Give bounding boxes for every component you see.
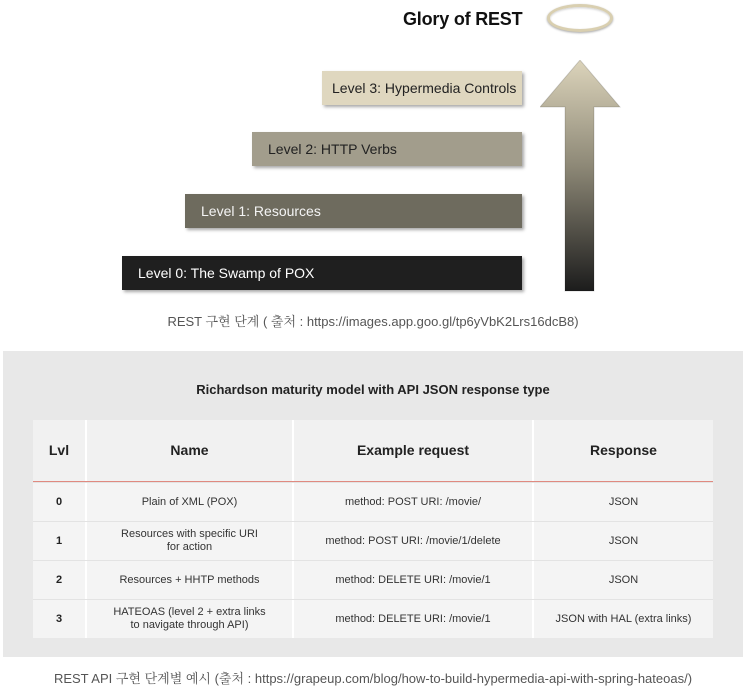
row-request: method: DELETE URI: /movie/1	[294, 600, 534, 638]
header-name: Name	[87, 420, 294, 481]
table-panel	[3, 351, 743, 657]
maturity-table	[33, 420, 713, 638]
row-request: method: POST URI: /movie/1/delete	[294, 522, 534, 560]
table-row	[33, 599, 713, 638]
header-lvl: Lvl	[33, 420, 87, 481]
level-0-bar: Level 0: The Swamp of POX	[122, 256, 522, 290]
halo-icon	[547, 4, 613, 32]
row-name: Resources with specific URI for action	[87, 522, 294, 560]
row-response: JSON	[608, 534, 639, 547]
row-lvl: 1	[33, 522, 87, 560]
row-name: Plain of XML (POX)	[87, 483, 294, 521]
row-name: HATEOAS (level 2 + extra links to navigate through API)	[87, 600, 294, 638]
table-header-row	[33, 420, 713, 482]
header-response: Response	[590, 442, 657, 458]
richardson-maturity-diagram	[0, 0, 746, 300]
row-request: method: POST URI: /movie/	[294, 483, 534, 521]
row-name: Resources + HHTP methods	[87, 561, 294, 599]
level-2-bar: Level 2: HTTP Verbs	[252, 132, 522, 166]
table-row	[33, 482, 713, 521]
row-lvl: 2	[33, 561, 87, 599]
level-3-bar: Level 3: Hypermedia Controls	[322, 71, 522, 105]
row-lvl: 3	[33, 600, 87, 638]
table-caption: REST API 구현 단계별 예시 (출처 : https://grapeup.com/blog/how-to-build-hypermedia-api-with-spring-hateoas/)	[53, 671, 693, 686]
row-lvl: 0	[33, 483, 87, 521]
up-arrow-icon	[540, 60, 622, 294]
row-response: JSON	[608, 495, 639, 508]
table-row	[33, 560, 713, 599]
table-title: Richardson maturity model with API JSON response type	[196, 382, 550, 397]
row-response: JSON with HAL (extra links)	[555, 612, 692, 625]
level-1-bar: Level 1: Resources	[185, 194, 522, 228]
table-row	[33, 521, 713, 560]
row-response: JSON	[608, 573, 639, 586]
header-example-request: Example request	[294, 420, 534, 481]
row-request: method: DELETE URI: /movie/1	[294, 561, 534, 599]
glory-of-rest-title: Glory of REST	[403, 9, 523, 29]
diagram-caption: REST 구현 단계 ( 출처 : https://images.app.goo.gl/tp6yVbK2Lrs16dcB8)	[167, 314, 579, 329]
